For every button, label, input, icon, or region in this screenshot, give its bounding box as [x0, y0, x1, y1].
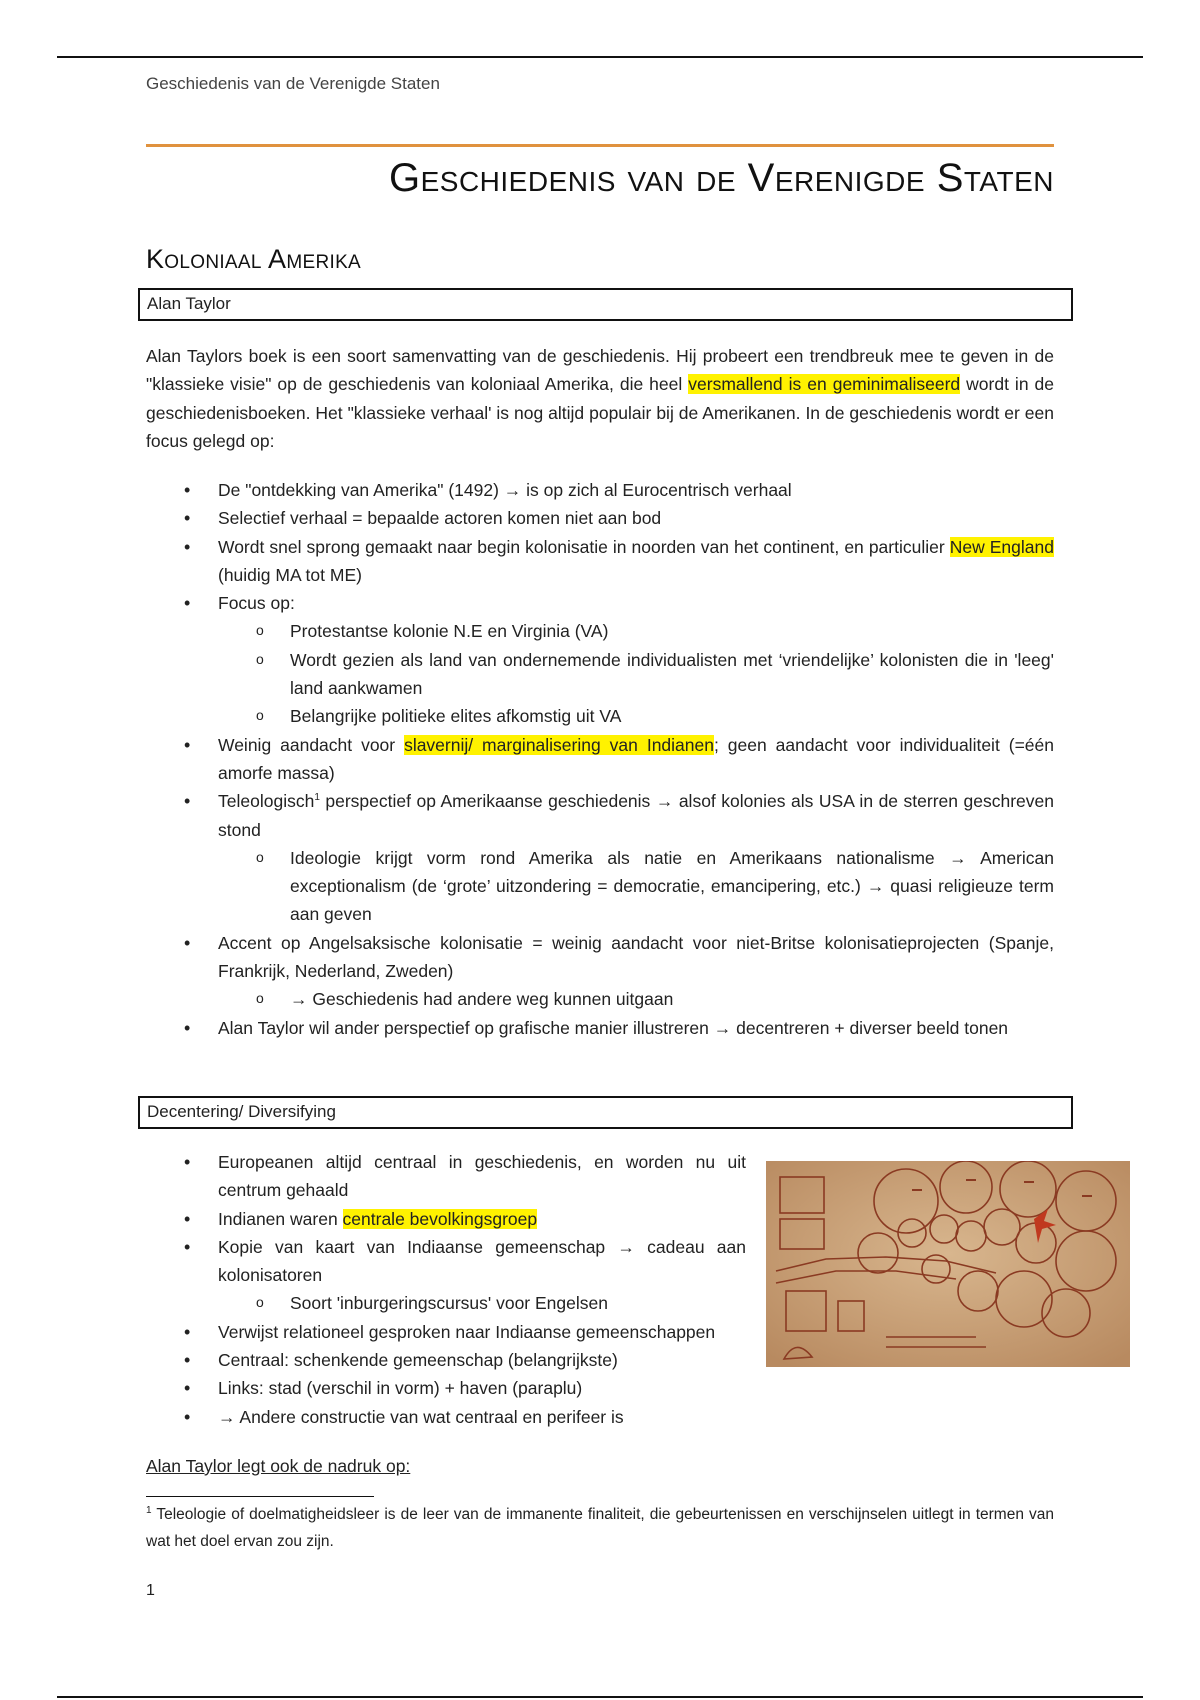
list-item-text: Links: stad (verschil in vorm) + haven (paraplu)	[218, 1378, 583, 1399]
highlight-new-england: New England	[949, 536, 1054, 557]
sub-list-item: o Protestantse kolonie N.E en Virginia (VA)	[290, 617, 1054, 645]
sub-list-item: o → Geschiedenis had andere weg kunnen uitgaan	[290, 985, 1054, 1013]
list-item-text: Accent op Angelsaksische kolonisatie = weinig aandacht voor niet-Britse kolonisatieprojecten (Spanje, Frankrijk, Nederland, Zweden)	[218, 932, 1054, 982]
intro-text-1: Alan Taylors boek is een soort samenvatting van de geschiedenis. Hij probeert een trendbreuk mee te geven in de "klassieke visie" op de geschiedenis van koloniaal Amerika, die heel	[146, 346, 1054, 395]
subsection-heading-decentering: Decentering/ Diversifying	[138, 1096, 1073, 1129]
sub-list	[218, 617, 1054, 730]
highlight-central-group: centrale bevolkingsgroep	[342, 1208, 538, 1229]
list-item	[146, 1403, 838, 1431]
list-item-text: Europeanen altijd centraal in geschiedenis, en worden nu uit centrum gehaald	[218, 1152, 746, 1201]
bottom-border-line	[57, 1696, 1143, 1698]
sub-list-item: o Belangrijke politieke elites afkomstig uit VA	[290, 702, 1054, 730]
list-item-text: Weinig aandacht voor	[218, 734, 405, 755]
list-item	[146, 1205, 746, 1233]
list-item	[146, 476, 1054, 504]
list-item	[146, 1148, 746, 1205]
list-item	[146, 787, 1054, 928]
sub-list-item: o Ideologie krijgt vorm rond Amerika als natie en Amerikaans nationalisme → American exceptionalism (de ‘grote’ uitzondering = democratie, emancipering, etc.) → quasi religieuze term aan geven	[290, 844, 1054, 929]
intro-highlight: versmallend is en geminimaliseerd	[688, 374, 961, 395]
subsection-heading-alan-taylor: Alan Taylor	[138, 288, 1073, 321]
underlined-lead-in: Alan Taylor legt ook de nadruk op:	[146, 1456, 411, 1476]
list-item-text: Selectief verhaal = bepaalde actoren komen niet aan bod	[218, 508, 662, 529]
top-border-line	[57, 56, 1143, 58]
list-item	[146, 1346, 746, 1374]
list-item	[146, 589, 1054, 730]
list-item	[146, 1318, 838, 1346]
list-item-text: Wordt snel sprong gemaakt naar begin kolonisatie in noorden van het continent, en particulier	[218, 536, 950, 557]
list-item-text: De "ontdekking van Amerika" (1492) → is op zich al Eurocentrisch verhaal	[218, 480, 792, 500]
list-item-text: Indianen waren	[218, 1208, 343, 1229]
list-item	[146, 1233, 746, 1318]
intro-text-2: wordt in de geschiedenisboeken. Het "klassieke verhaal' is nog altijd populair bij de Amerikanen. In de geschiedenis wordt er een focus gelegd op:	[146, 374, 1055, 451]
page-number: 1	[146, 1582, 155, 1599]
list-item-text: ; geen aandacht voor individualiteit (=één amorfe massa)	[218, 734, 1054, 783]
sub-list	[218, 1289, 746, 1317]
list-item-text: Kopie van kaart van Indiaanse gemeenschap → cadeau aan kolonisatoren	[218, 1236, 746, 1286]
list-item-text: Focus op:	[218, 593, 295, 614]
list-item-text: → Andere constructie van wat centraal en perifeer is	[218, 1406, 624, 1427]
footnote	[146, 1501, 1054, 1555]
sub-list	[218, 844, 1054, 929]
title-accent-rule	[146, 144, 1054, 147]
section-heading: Koloniaal Amerika	[146, 244, 362, 274]
list-item	[146, 1374, 746, 1402]
list-item	[146, 504, 1054, 532]
intro-paragraph	[146, 342, 1054, 455]
footnote-separator	[146, 1496, 374, 1497]
list-item	[146, 1014, 1054, 1042]
footnote-text: Teleologie of doelmatigheidsleer is de leer van de immanente finaliteit, die gebeurtenissen en verschijnselen uitlegt in termen van wat het doel ervan zou zijn.	[146, 1506, 1054, 1550]
footnote-reference[interactable]: 1	[314, 792, 320, 804]
document-title: Geschiedenis van de Verenigde Staten	[388, 156, 1054, 200]
sub-list	[218, 985, 1054, 1013]
map-drawing	[766, 1161, 1130, 1367]
list-item-text: perspectief op Amerikaanse geschiedenis → alsof kolonies als USA in de sterren geschreven stond	[218, 791, 1054, 840]
list-item	[146, 731, 1054, 788]
sub-list-item: o Wordt gezien als land van ondernemende individualisten met ‘vriendelijke’ kolonisten die in 'leeg' land aankwamen	[290, 646, 1054, 703]
list-item	[146, 929, 1054, 1014]
list-item-text: Centraal: schenkende gemeenschap (belangrijkste)	[218, 1350, 618, 1371]
list-item	[146, 533, 1054, 590]
sub-list-item: o Soort 'inburgeringscursus' voor Engelsen	[290, 1289, 746, 1317]
bullet-list-classic-view	[146, 476, 1054, 1042]
bullet-list-decentering	[146, 1148, 746, 1431]
list-item-text: Verwijst relationeel gesproken naar Indiaanse gemeenschappen	[218, 1321, 716, 1342]
footnote-mark: 1	[146, 1504, 152, 1516]
list-item-text: Alan Taylor wil ander perspectief op grafische manier illustreren → decentreren + diverser beeld tonen	[218, 1017, 1009, 1038]
indian-community-map-image	[766, 1161, 1130, 1367]
list-item-text: Teleologisch	[218, 791, 315, 812]
running-header: Geschiedenis van de Verenigde Staten	[146, 74, 440, 93]
highlight-slavery: slavernij/ marginalisering van Indianen	[404, 734, 714, 755]
list-item-text: (huidig MA tot ME)	[218, 564, 362, 585]
